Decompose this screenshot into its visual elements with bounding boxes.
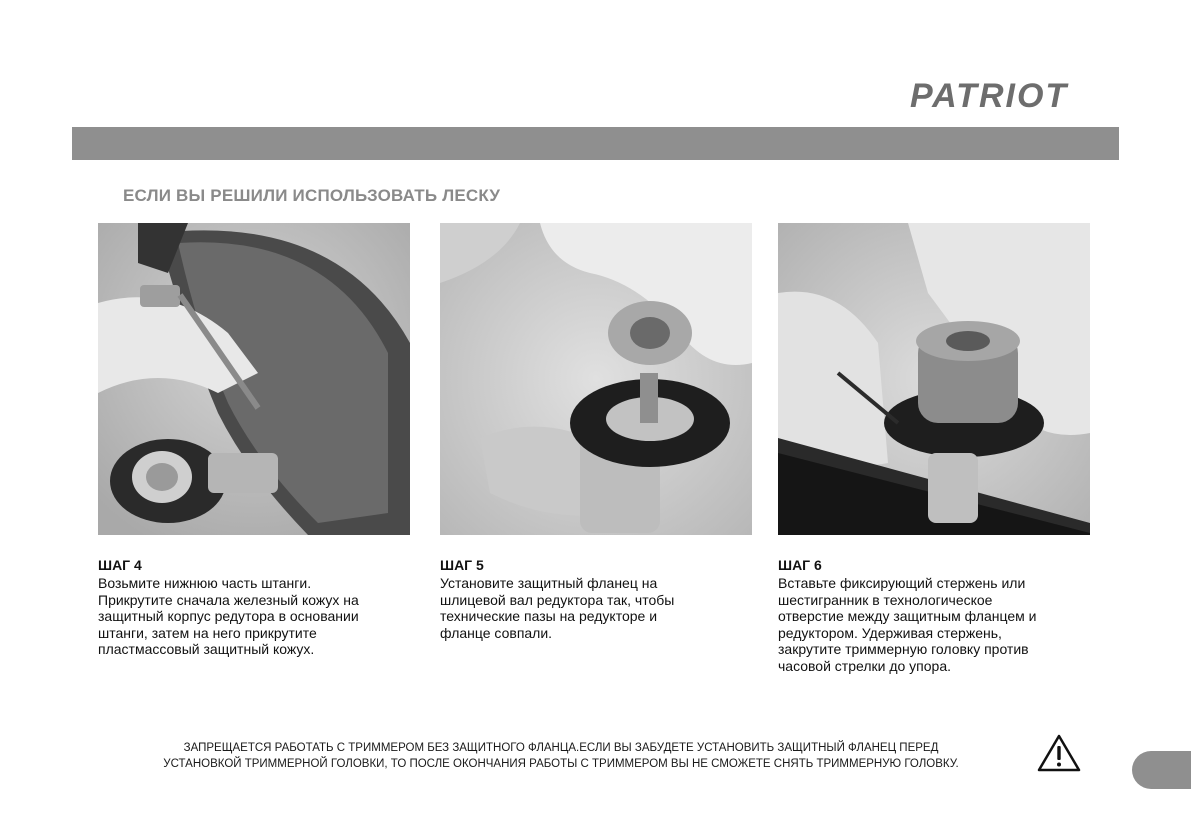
step-5-text: Установите защитный фланец на шлицевой вал редуктора так, чтобы технические пазы на редукторе и фланце совпали. [440,575,675,641]
header-bar [72,127,1119,160]
step-6-text: Вставьте фиксирующий стержень или шестигранник в технологическое отверстие между защитным фланцем и редуктором. Удерживая стержень, закрутите триммерную головку против часовой стрелки до упора. [778,575,1037,674]
step-4-photo [98,223,410,535]
step-6 [778,557,1088,674]
page-tab [1132,751,1191,789]
step-4 [98,557,408,658]
brand-logo: PATRIOT [910,77,1069,115]
step-5-photo [440,223,752,535]
step-4-title: ШАГ 4 [98,557,142,573]
warning-triangle-icon [1036,733,1082,773]
step-5 [440,557,750,641]
step-6-photo [778,223,1090,535]
step-6-title: ШАГ 6 [778,557,822,573]
step-5-title: ШАГ 5 [440,557,484,573]
warning-text: ЗАПРЕЩАЕТСЯ РАБОТАТЬ С ТРИММЕРОМ БЕЗ ЗАЩИТНОГО ФЛАНЦА.ЕСЛИ ВЫ ЗАБУДЕТЕ УСТАНОВИТЬ ЗАЩИТНЫЙ ФЛАНЕЦ ПЕРЕД УСТАНОВКОЙ ТРИММЕРНОЙ ГОЛОВКИ, ТО ПОСЛЕ ОКОНЧАНИЯ РАБОТЫ С ТРИММЕРОМ ВЫ НЕ СМОЖЕТЕ СНЯТЬ ТРИММЕРНУЮ ГОЛОВКУ. [163,742,959,770]
step-4-text: Возьмите нижнюю часть штанги. Прикрутите сначала железный кожух на защитный корпус редутора в основании штанги, затем на него прикрутите пластмассовый защитный кожух. [98,575,359,657]
section-title: ЕСЛИ ВЫ РЕШИЛИ ИСПОЛЬЗОВАТЬ ЛЕСКУ [123,186,501,205]
